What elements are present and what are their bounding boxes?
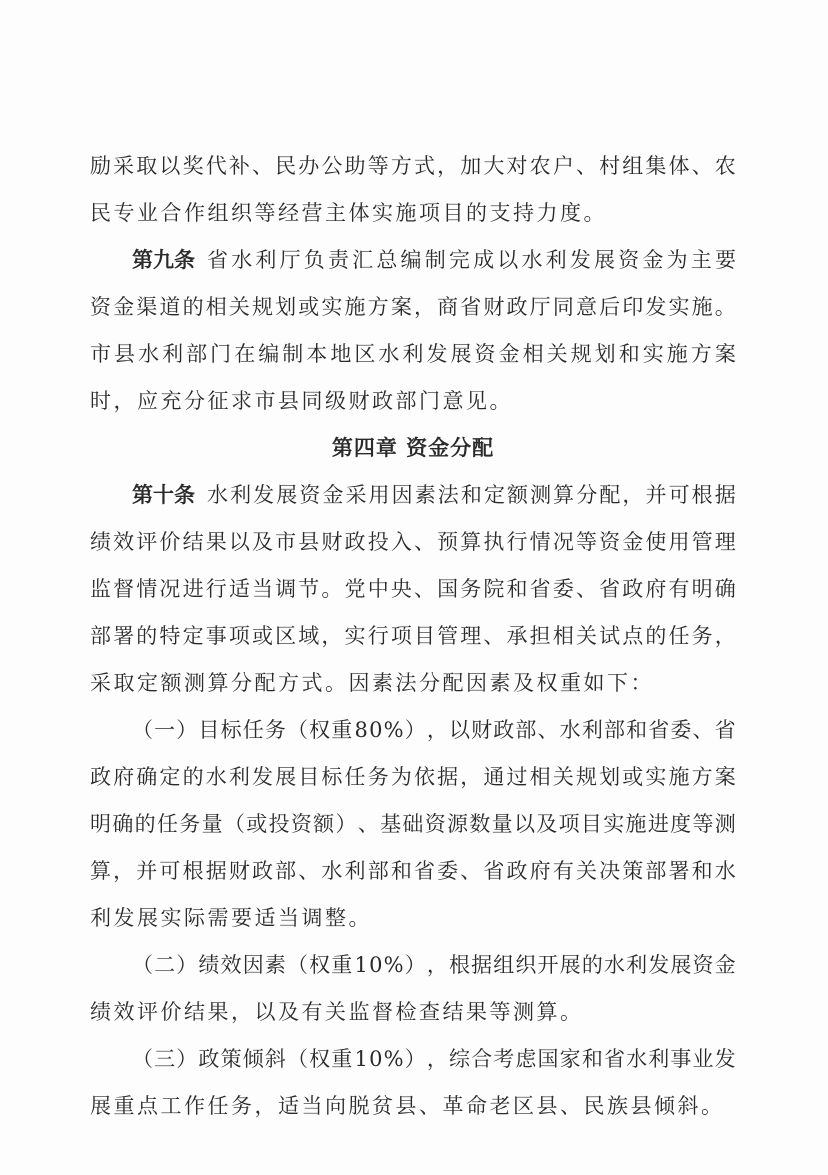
text-line <box>90 472 736 519</box>
text-line <box>90 1036 736 1083</box>
text-line-content: 市 县 水 利 部 门 在 编 制 本 地 区 水 利 发 展 资 金 相 关 规 划 和 实 施 方 案 <box>90 342 736 366</box>
text-line <box>90 284 736 331</box>
text-line <box>90 378 736 425</box>
article-number: 第十条 <box>132 483 195 507</box>
text-line-content: 时，应充分征求市县同级财政部门意见。 <box>90 389 513 413</box>
text-line-content: 绩 效 评 价 结 果 以 及 市 县 财 政 投 入 、 预 算 执 行 情 况 等 资 金 使 用 管 理 <box>90 530 736 554</box>
text-line-content: （ 二 ） 绩 效 因 素 （ 权 重 1 0 % ） ， 根 据 组 织 开 展 的 水 利 发 展 资 金 <box>132 953 736 977</box>
text-line <box>90 566 736 613</box>
text-line-content: 政 府 确 定 的 水 利 发 展 目 标 任 务 为 依 据 ， 通 过 相 关 规 划 或 实 施 方 案 <box>90 765 736 789</box>
text-line <box>90 143 736 190</box>
chapter-heading-text: 第四章 资金分配 <box>331 436 495 460</box>
text-line-content: 水 利 发 展 资 金 采 用 因 素 法 和 定 额 测 算 分 配 ， 并 可 根 据 <box>207 483 736 507</box>
text-line <box>90 754 736 801</box>
text-line <box>90 190 736 237</box>
text-line <box>90 660 736 707</box>
article-number: 第九条 <box>132 248 195 272</box>
text-line-content: 采取定额测算分配方式。因素法分配因素及权重如下： <box>90 671 654 695</box>
text-line <box>90 237 736 284</box>
text-line <box>90 848 736 895</box>
text-line-content: 明 确 的 任 务 量 （ 或 投 资 额 ） 、 基 础 资 源 数 量 以 及 项 目 实 施 进 度 等 测 <box>90 812 736 836</box>
text-line <box>90 989 736 1036</box>
text-line-content: 励 采 取 以 奖 代 补 、 民 办 公 助 等 方 式 ， 加 大 对 农 户 、 村 组 集 体 、 农 <box>90 154 736 178</box>
text-line-content: 监 督 情 况 进 行 适 当 调 节 。 党 中 央 、 国 务 院 和 省 委 、 省 政 府 有 明 确 <box>90 577 736 601</box>
text-line <box>90 895 736 942</box>
text-line <box>90 707 736 754</box>
text-line <box>90 1083 736 1130</box>
text-line-content: 绩效评价结果，以及有关监督检查结果等测算。 <box>90 1000 584 1024</box>
text-line <box>90 942 736 989</box>
chapter-heading <box>90 425 736 472</box>
text-line-content: 部 署 的 特 定 事 项 或 区 域 ， 实 行 项 目 管 理 、 承 担 相 关 试 点 的 任 务 ， <box>90 624 736 648</box>
text-line-content: 省 水 利 厅 负 责 汇 总 编 制 完 成 以 水 利 发 展 资 金 为 主 要 <box>207 248 736 272</box>
text-line-content: （ 三 ） 政 策 倾 斜 （ 权 重 1 0 % ） ， 综 合 考 虑 国 家 和 省 水 利 事 业 发 <box>132 1047 736 1071</box>
text-line <box>90 519 736 566</box>
text-line-content: 资 金 渠 道 的 相 关 规 划 或 实 施 方 案 ， 商 省 财 政 厅 同 意 后 印 发 实 施 。 <box>90 295 736 319</box>
text-line-content: 展重点工作任务，适当向脱贫县、革命老区县、民族县倾斜。 <box>90 1094 725 1118</box>
text-line <box>90 613 736 660</box>
text-line-content: 算 ， 并 可 根 据 财 政 部 、 水 利 部 和 省 委 、 省 政 府 有 关 决 策 部 署 和 水 <box>90 859 736 883</box>
text-line <box>90 331 736 378</box>
text-line-content: （ 一 ） 目 标 任 务 （ 权 重 8 0 % ） ， 以 财 政 部 、 水 利 部 和 省 委 、 省 <box>132 718 736 742</box>
text-line <box>90 801 736 848</box>
text-line-content: 民专业合作组织等经营主体实施项目的支持力度。 <box>90 201 607 225</box>
text-line-content: 利发展实际需要适当调整。 <box>90 906 372 930</box>
document-body <box>90 143 736 1130</box>
